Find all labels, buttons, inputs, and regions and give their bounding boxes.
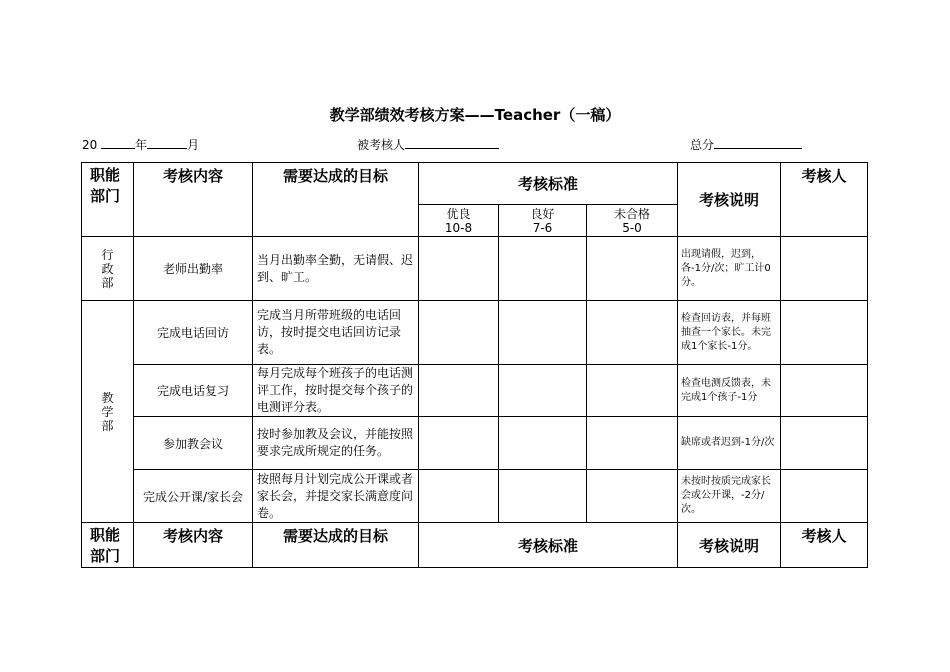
row-explain: 缺席或者迟到-1分/次 [678, 417, 781, 470]
year-label: 年 [135, 138, 148, 152]
header-goal-repeat: 需要达成的目标 [253, 523, 419, 568]
row-content: 完成电话回访 [134, 301, 253, 365]
row-explain: 检查回访表，并每班抽查一个家长。未完成1个家长-1分。 [678, 301, 781, 365]
header-standard-repeat: 考核标准 [419, 523, 678, 568]
table-row [82, 365, 868, 417]
dept-admin: 行政部 [82, 237, 134, 301]
grade-excellent: 优良 10-8 [419, 205, 499, 237]
table-row [82, 417, 868, 470]
row-content: 参加教会议 [134, 417, 253, 470]
dept-teaching: 教学部 [82, 301, 134, 523]
assessment-table [81, 162, 868, 568]
row-goal: 按时参加教及会议，并能按照要求完成所规定的任务。 [253, 417, 419, 470]
header-content-repeat: 考核内容 [134, 523, 253, 568]
header-assessor-repeat: 考核人 [781, 523, 868, 568]
row-explain: 检查电测反馈表，未完成1个孩子-1分 [678, 365, 781, 417]
table-row [82, 301, 868, 365]
row-content: 完成电话复习 [134, 365, 253, 417]
table-row [82, 237, 868, 301]
row-explain: 出现请假，迟到，各-1分/次；旷工计0分。 [678, 237, 781, 301]
total-blank [714, 138, 802, 149]
assessee-blank [405, 138, 499, 149]
row-goal: 每月完成每个班孩子的电话测评工作，按时提交每个孩子的电测评分表。 [253, 365, 419, 417]
header-standard: 考核标准 [419, 163, 678, 205]
row-explain: 未按时按质完成家长会或公开课，-2分/次。 [678, 470, 781, 523]
header-explain-repeat: 考核说明 [678, 523, 781, 568]
header-content: 考核内容 [134, 163, 253, 237]
header-dept: 职能部门 [82, 163, 134, 237]
date-field [82, 136, 199, 153]
total-score-field [690, 136, 802, 153]
row-content: 老师出勤率 [134, 237, 253, 301]
year-blank [101, 138, 135, 149]
table-row [82, 470, 868, 523]
month-blank [147, 138, 187, 149]
repeat-header-row [82, 523, 868, 568]
header-dept-repeat: 职能部门 [82, 523, 134, 568]
row-goal: 按照每月计划完成公开课或者家长会，并提交家长满意度问卷。 [253, 470, 419, 523]
assessee-label: 被考核人 [357, 138, 406, 152]
assessee-field [357, 136, 499, 153]
row-goal: 当月出勤率全勤，无请假、迟到、旷工。 [253, 237, 419, 301]
month-label: 月 [187, 138, 200, 152]
header-explain: 考核说明 [678, 163, 781, 237]
header-goal: 需要达成的目标 [253, 163, 419, 237]
total-label: 总分 [690, 138, 715, 152]
row-goal: 完成当月所带班级的电话回访，按时提交电话回访记录表。 [253, 301, 419, 365]
year-prefix: 20 [82, 138, 98, 152]
grade-good: 良好 7-6 [499, 205, 587, 237]
grade-fail: 未合格 5-0 [587, 205, 678, 237]
row-content: 完成公开课/家长会 [134, 470, 253, 523]
header-assessor: 考核人 [781, 163, 868, 237]
document-title: 教学部绩效考核方案——Teacher（一稿） [329, 106, 621, 124]
header-row [82, 163, 868, 205]
